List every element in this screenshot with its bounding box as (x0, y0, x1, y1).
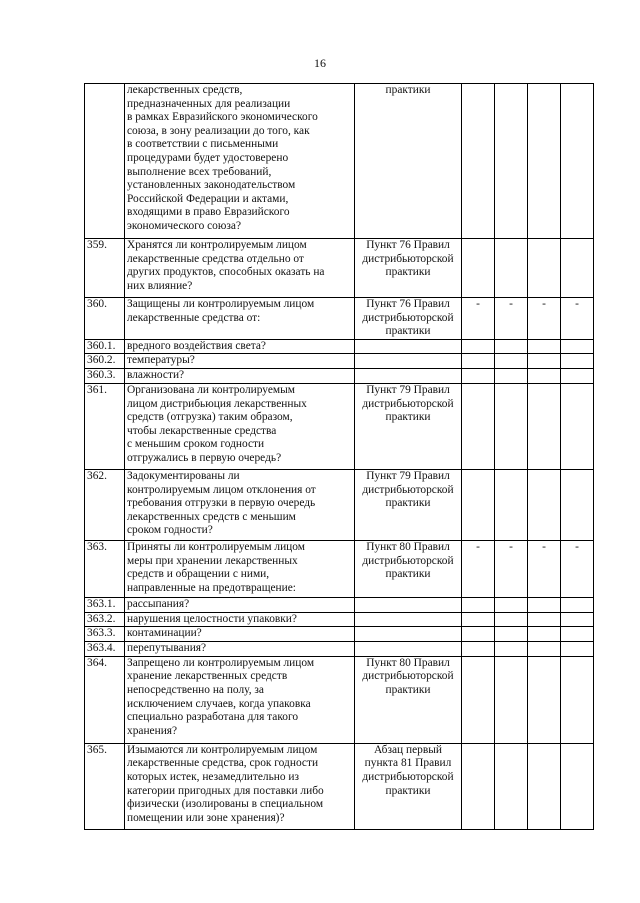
answer-cell-2 (495, 368, 528, 383)
question-text: Защищены ли контролируемым лицом лекарственные средства от: (125, 298, 355, 340)
answer-cell-3 (528, 354, 561, 369)
answer-cell-2 (495, 339, 528, 354)
answer-cell-3 (528, 627, 561, 642)
table-row (85, 656, 594, 743)
answer-cell-1 (462, 743, 495, 829)
answer-cell-3 (528, 656, 561, 743)
answer-cell-2 (495, 743, 528, 829)
legal-reference (355, 597, 462, 612)
answer-cell-4 (561, 339, 594, 354)
answer-cell-3 (528, 368, 561, 383)
answer-cell-2: - (495, 298, 528, 340)
answer-cell-3 (528, 469, 561, 540)
question-text: лекарственных средств, предназначенных для реализации в рамках Евразийского экономического союза, в зону реализации до того, как в соответствии с письменными процедурами будет удостоверено выполнение всех требований, установленных законодательством Российской Федерации и актами, входящими в право Евразийского экономического союза? (125, 84, 355, 239)
row-number: 363.1. (85, 597, 125, 612)
question-text: нарушения целостности упаковки? (125, 612, 355, 627)
answer-cell-4 (561, 84, 594, 239)
row-number: 363.4. (85, 641, 125, 656)
answer-cell-3 (528, 239, 561, 298)
answer-cell-4 (561, 743, 594, 829)
row-number: 361. (85, 383, 125, 469)
row-number: 360.3. (85, 368, 125, 383)
answer-cell-3 (528, 84, 561, 239)
row-number: 363. (85, 540, 125, 597)
answer-cell-4 (561, 597, 594, 612)
answer-cell-4 (561, 239, 594, 298)
answer-cell-2 (495, 597, 528, 612)
table-row (85, 627, 594, 642)
legal-reference (355, 339, 462, 354)
answer-cell-2 (495, 239, 528, 298)
answer-cell-4 (561, 368, 594, 383)
row-number: 360.1. (85, 339, 125, 354)
legal-reference: Пункт 80 Правил дистрибьюторской практики (355, 540, 462, 597)
answer-cell-3: - (528, 540, 561, 597)
legal-reference (355, 627, 462, 642)
answer-cell-1 (462, 383, 495, 469)
table-row (85, 298, 594, 340)
table-row (85, 540, 594, 597)
table-row (85, 743, 594, 829)
answer-cell-4: - (561, 540, 594, 597)
row-number: 364. (85, 656, 125, 743)
row-number: 360.2. (85, 354, 125, 369)
answer-cell-2 (495, 656, 528, 743)
answer-cell-2 (495, 84, 528, 239)
question-text: температуры? (125, 354, 355, 369)
question-text: Задокументированы ли контролируемым лицом отклонения от требования отгрузки в первую очередь лекарственных средств с меньшим сроком годности? (125, 469, 355, 540)
answer-cell-4 (561, 656, 594, 743)
question-text: вредного воздействия света? (125, 339, 355, 354)
answer-cell-1: - (462, 540, 495, 597)
question-text: Хранятся ли контролируемым лицом лекарственные средства отдельно от других продуктов, способных оказать на них влияние? (125, 239, 355, 298)
answer-cell-3 (528, 641, 561, 656)
answer-cell-1 (462, 612, 495, 627)
question-text: Организована ли контролируемым лицом дистрибьюция лекарственных средств (отгрузка) таким образом, чтобы лекарственные средства с меньшим сроком годности отгружались в первую очередь? (125, 383, 355, 469)
table-row (85, 84, 594, 239)
answer-cell-4 (561, 627, 594, 642)
table-row (85, 354, 594, 369)
table-row (85, 469, 594, 540)
row-number: 363.2. (85, 612, 125, 627)
legal-reference (355, 612, 462, 627)
answer-cell-1: - (462, 298, 495, 340)
answer-cell-1 (462, 368, 495, 383)
answer-cell-1 (462, 84, 495, 239)
table-row (85, 339, 594, 354)
legal-reference: практики (355, 84, 462, 239)
legal-reference (355, 641, 462, 656)
checklist-table (84, 83, 594, 830)
row-number: 362. (85, 469, 125, 540)
legal-reference: Пункт 76 Правил дистрибьюторской практики (355, 239, 462, 298)
answer-cell-4: - (561, 298, 594, 340)
legal-reference (355, 368, 462, 383)
answer-cell-2 (495, 627, 528, 642)
row-number: 359. (85, 239, 125, 298)
table-row (85, 597, 594, 612)
answer-cell-3 (528, 612, 561, 627)
legal-reference: Пункт 80 Правил дистрибьюторской практики (355, 656, 462, 743)
row-number (85, 84, 125, 239)
table-row (85, 239, 594, 298)
answer-cell-3 (528, 383, 561, 469)
question-text: контаминации? (125, 627, 355, 642)
answer-cell-2 (495, 469, 528, 540)
answer-cell-2 (495, 383, 528, 469)
legal-reference: Абзац первый пункта 81 Правил дистрибьюторской практики (355, 743, 462, 829)
answer-cell-4 (561, 383, 594, 469)
answer-cell-1 (462, 469, 495, 540)
answer-cell-1 (462, 354, 495, 369)
question-text: перепутывания? (125, 641, 355, 656)
answer-cell-2 (495, 354, 528, 369)
table-row (85, 641, 594, 656)
question-text: Изымаются ли контролируемым лицом лекарственные средства, срок годности которых истек, незамедлительно из категории пригодных для поставки либо физически (изолированы в специальном помещении или зоне хранения)? (125, 743, 355, 829)
row-number: 365. (85, 743, 125, 829)
answer-cell-3 (528, 597, 561, 612)
legal-reference: Пункт 79 Правил дистрибьюторской практики (355, 469, 462, 540)
answer-cell-4 (561, 612, 594, 627)
table-row (85, 612, 594, 627)
answer-cell-1 (462, 239, 495, 298)
question-text: влажности? (125, 368, 355, 383)
page-number: 16 (314, 56, 326, 70)
row-number: 360. (85, 298, 125, 340)
answer-cell-3: - (528, 298, 561, 340)
answer-cell-4 (561, 354, 594, 369)
answer-cell-4 (561, 641, 594, 656)
question-text: рассыпания? (125, 597, 355, 612)
answer-cell-1 (462, 597, 495, 612)
legal-reference (355, 354, 462, 369)
legal-reference: Пункт 79 Правил дистрибьюторской практики (355, 383, 462, 469)
row-number: 363.3. (85, 627, 125, 642)
legal-reference: Пункт 76 Правил дистрибьюторской практики (355, 298, 462, 340)
table-row (85, 383, 594, 469)
table-row (85, 368, 594, 383)
answer-cell-1 (462, 656, 495, 743)
answer-cell-1 (462, 339, 495, 354)
answer-cell-4 (561, 469, 594, 540)
question-text: Запрещено ли контролируемым лицом хранение лекарственных средств непосредственно на полу, за исключением случаев, когда упаковка специально разработана для такого хранения? (125, 656, 355, 743)
answer-cell-1 (462, 641, 495, 656)
answer-cell-3 (528, 339, 561, 354)
answer-cell-1 (462, 627, 495, 642)
answer-cell-2: - (495, 540, 528, 597)
question-text: Приняты ли контролируемым лицом меры при хранении лекарственных средств и обращении с ними, направленные на предотвращение: (125, 540, 355, 597)
answer-cell-2 (495, 612, 528, 627)
answer-cell-3 (528, 743, 561, 829)
answer-cell-2 (495, 641, 528, 656)
